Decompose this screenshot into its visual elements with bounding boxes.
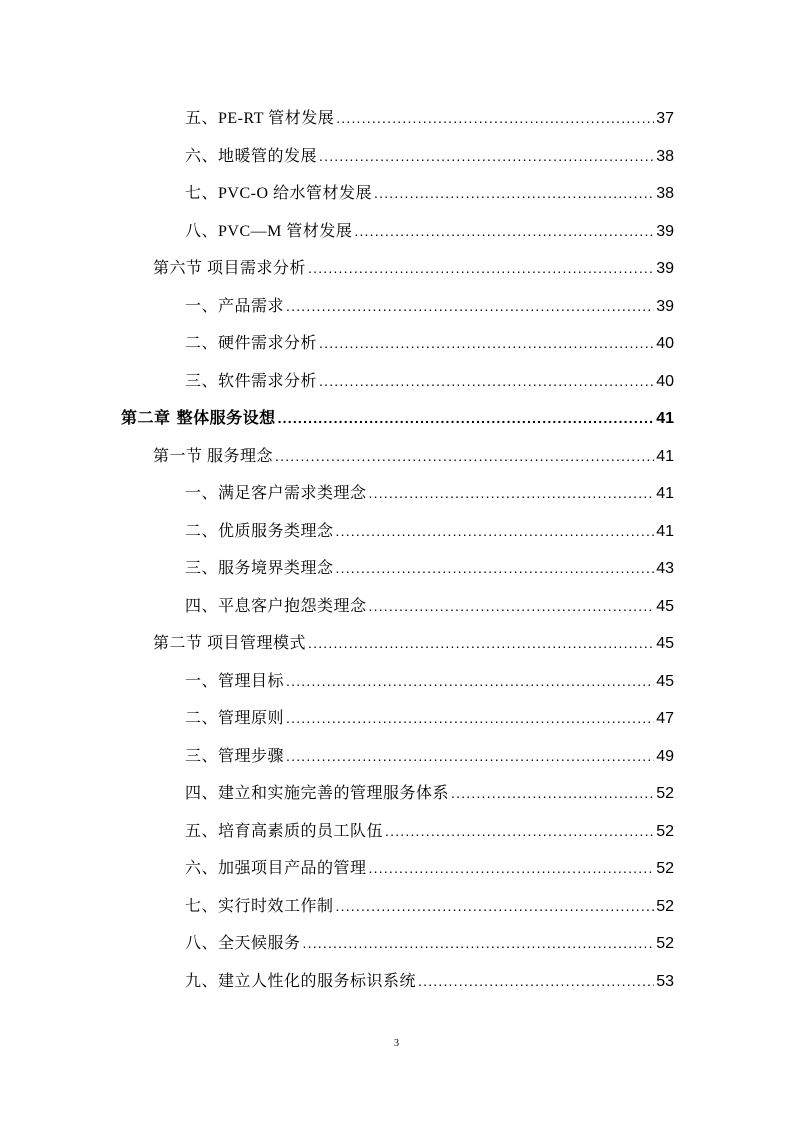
toc-entry[interactable]	[185, 666, 674, 696]
dot-leader	[369, 591, 655, 621]
dot-leader	[336, 891, 655, 921]
toc-entry[interactable]	[185, 478, 674, 508]
dot-leader	[336, 103, 654, 133]
dot-leader	[278, 403, 655, 433]
dot-leader	[286, 741, 654, 771]
page-number: 3	[394, 1038, 399, 1049]
toc-entry-page: 52	[656, 822, 674, 840]
toc-entry-title: 二、管理原则	[185, 710, 285, 727]
toc-entry[interactable]	[185, 853, 674, 883]
toc-entry-page: 52	[656, 860, 674, 877]
toc-entry-page: 40	[656, 372, 674, 390]
toc-entry-title: 三、管理步骤	[185, 747, 285, 765]
toc-section-entry[interactable]	[153, 441, 674, 471]
dot-leader	[308, 253, 654, 283]
dot-leader	[286, 291, 654, 321]
toc-entry[interactable]	[185, 703, 674, 733]
dot-leader	[319, 141, 654, 171]
toc-entry-title: 二、优质服务类理念	[185, 522, 334, 540]
toc-entry-title: 第六节 项目需求分析	[153, 260, 307, 277]
toc-entry[interactable]	[185, 928, 674, 958]
toc-entry[interactable]	[185, 103, 674, 133]
toc-entry-title: 五、培育高素质的员工队伍	[185, 822, 384, 840]
dot-leader	[286, 703, 654, 733]
dot-leader	[354, 216, 654, 246]
toc-entry-page: 45	[656, 635, 674, 652]
toc-entry[interactable]	[185, 553, 674, 583]
dot-leader	[286, 666, 654, 696]
toc-entry-page: 41	[656, 410, 674, 427]
toc-entry-title: 一、满足客户需求类理念	[185, 485, 367, 502]
toc-entry-page: 41	[656, 522, 674, 540]
toc-entry-title: 九、建立人性化的服务标识系统	[185, 972, 417, 990]
toc-entry-page: 47	[656, 710, 674, 727]
toc-entry-title: 六、加强项目产品的管理	[185, 860, 367, 877]
toc-entry-page: 45	[656, 597, 674, 615]
dot-leader	[369, 478, 655, 508]
toc-entry-title: 五、PE-RT 管材发展	[185, 110, 335, 127]
toc-entry-page: 37	[656, 110, 674, 127]
toc-entry-title: 第一节 服务理念	[153, 447, 274, 465]
toc-entry[interactable]	[185, 366, 674, 396]
toc-entry[interactable]	[185, 328, 674, 358]
toc-entry[interactable]	[185, 141, 674, 171]
dot-leader	[319, 328, 654, 358]
toc-entry-page: 41	[656, 485, 674, 502]
dot-leader	[303, 928, 655, 958]
toc-entry[interactable]	[185, 516, 674, 546]
toc-entry-page: 52	[656, 785, 674, 802]
toc-entry-title: 八、PVC—M 管材发展	[185, 222, 353, 240]
toc-entry-title: 八、全天候服务	[185, 935, 301, 952]
toc-entry-title: 二、硬件需求分析	[185, 335, 318, 352]
toc-entry[interactable]	[185, 291, 674, 321]
toc-entry-page: 49	[656, 747, 674, 765]
toc-entry-title: 四、建立和实施完善的管理服务体系	[185, 785, 450, 802]
toc-entry-title: 第二章 整体服务设想	[121, 408, 276, 427]
toc-entry-title: 七、PVC-O 给水管材发展	[185, 185, 373, 202]
toc-entry-page: 38	[656, 147, 674, 165]
toc-entry-page: 45	[656, 672, 674, 690]
toc-entry-title: 六、地暖管的发展	[185, 147, 318, 165]
toc-entry-title: 一、产品需求	[185, 297, 285, 315]
toc-entry-title: 第二节 项目管理模式	[153, 635, 307, 652]
toc-entry[interactable]	[185, 741, 674, 771]
toc-entry[interactable]	[185, 178, 674, 208]
toc-chapter-entry[interactable]	[121, 403, 674, 433]
toc-entry-page: 43	[656, 560, 674, 577]
toc-entry-page: 40	[656, 335, 674, 352]
toc-entry[interactable]	[185, 816, 674, 846]
dot-leader	[336, 516, 655, 546]
toc-entry-page: 39	[656, 297, 674, 315]
toc-entry-title: 一、管理目标	[185, 672, 285, 690]
toc-entry[interactable]	[185, 966, 674, 996]
toc-entry-page: 52	[656, 897, 674, 915]
toc-entry[interactable]	[185, 216, 674, 246]
toc-entry-title: 三、服务境界类理念	[185, 560, 334, 577]
toc-entry-title: 四、平息客户抱怨类理念	[185, 597, 367, 615]
toc-section-entry[interactable]	[153, 253, 674, 283]
dot-leader	[418, 966, 654, 996]
dot-leader	[275, 441, 654, 471]
toc-section-entry[interactable]	[153, 628, 674, 658]
toc-entry[interactable]	[185, 778, 674, 808]
toc-entry-page: 53	[656, 972, 674, 990]
dot-leader	[308, 628, 654, 658]
dot-leader	[374, 178, 654, 208]
toc-entry-page: 39	[656, 222, 674, 240]
dot-leader	[451, 778, 654, 808]
toc-entry-page: 38	[656, 185, 674, 202]
dot-leader	[369, 853, 655, 883]
toc-entry-page: 52	[656, 935, 674, 952]
toc-entry-title: 七、实行时效工作制	[185, 897, 334, 915]
toc-entry-page: 41	[656, 447, 674, 465]
dot-leader	[336, 553, 655, 583]
toc-entry[interactable]	[185, 891, 674, 921]
dot-leader	[385, 816, 654, 846]
toc-entry[interactable]	[185, 591, 674, 621]
toc-entry-title: 三、软件需求分析	[185, 372, 318, 390]
toc-entry-page: 39	[656, 260, 674, 277]
dot-leader	[319, 366, 654, 396]
